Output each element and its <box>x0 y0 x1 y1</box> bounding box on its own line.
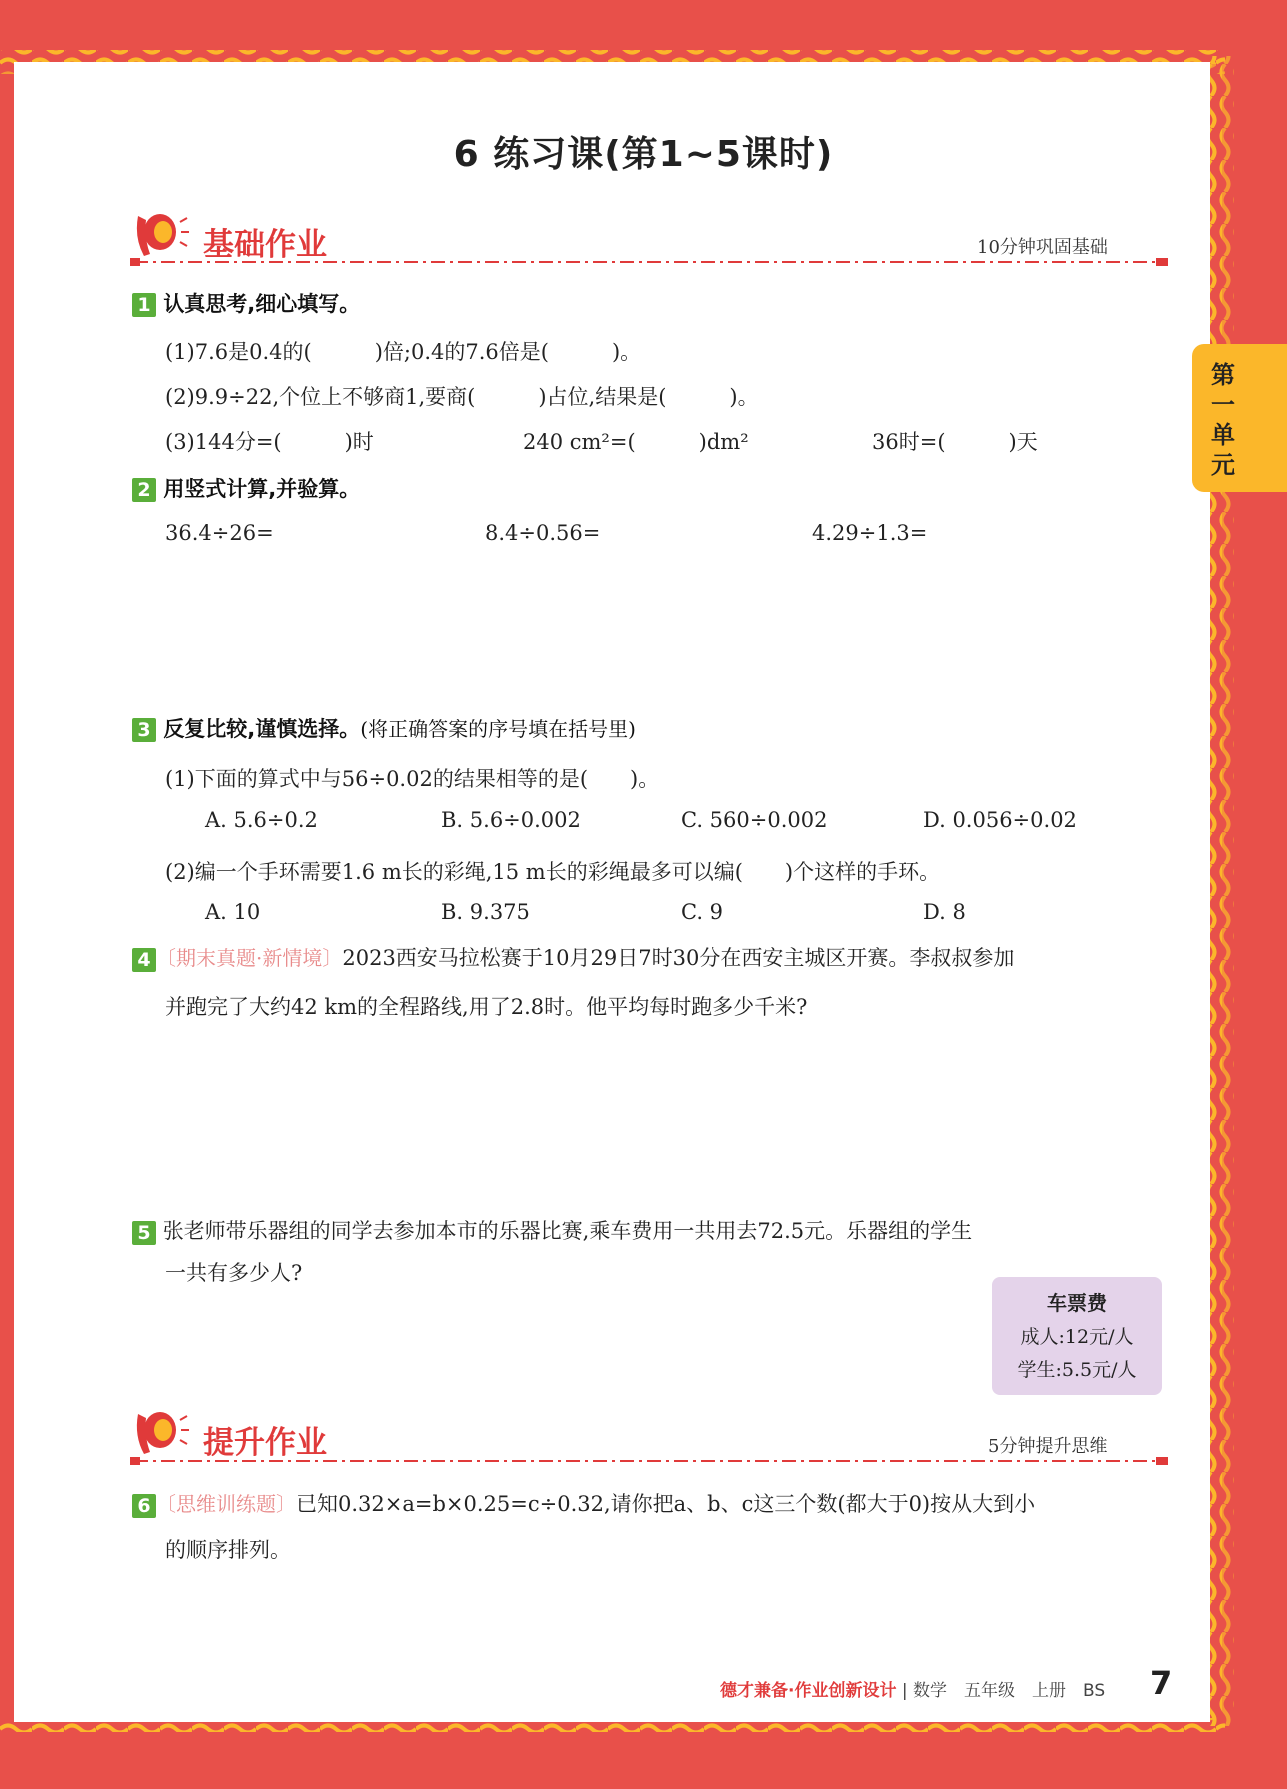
ticket-fare-adult: 成人:12元/人 <box>1020 1326 1134 1348</box>
question-5-text-1: 张老师带乐器组的同学去参加本市的乐器比赛,乘车费用一共用去72.5元。乐器组的学生 <box>162 1219 973 1243</box>
page-number: 7 <box>1150 1664 1173 1702</box>
footer-info <box>720 1676 1105 1701</box>
section-basic-title: 基础作业 <box>203 227 327 263</box>
question-2-number: 2 <box>132 478 156 502</box>
question-3-title: 反复比较,谨慎选择。 <box>163 717 361 741</box>
question-1-title: 认真思考,细心填写。 <box>163 292 361 316</box>
question-5-line-2: 一共有多少人? <box>165 1261 303 1285</box>
question-3-part-2: (2)编一个手环需要1.6 m长的彩绳,15 m长的彩绳最多可以编( )个这样的手环。 <box>165 860 941 884</box>
question-4-text-1: 2023西安马拉松赛于10月29日7时30分在西安主城区开赛。李叔叔参加 <box>342 946 1015 970</box>
section-advanced-note: 5分钟提升思维 <box>988 1436 1108 1457</box>
question-1-part-1: (1)7.6是0.4的( )倍;0.4的7.6倍是( )。 <box>165 340 642 364</box>
question-2-expression-1: 36.4÷26= <box>165 521 274 545</box>
section-advanced-title: 提升作业 <box>203 1425 327 1461</box>
question-4-number: 4 <box>132 948 156 972</box>
question-3-hint: (将正确答案的序号填在括号里) <box>360 717 636 741</box>
section-divider <box>130 1455 1170 1467</box>
question-5-line-1 <box>132 1215 972 1245</box>
section-divider <box>130 256 1170 268</box>
question-6-number: 6 <box>132 1494 156 1518</box>
question-3-part-1: (1)下面的算式中与56÷0.02的结果相等的是( )。 <box>165 767 660 791</box>
footer-brand: 德才兼备·作业创新设计 <box>720 1681 897 1701</box>
question-3-part-2-option-d: D. 8 <box>923 900 966 924</box>
section-basic-note: 10分钟巩固基础 <box>977 237 1108 258</box>
horn-icon <box>130 1406 190 1462</box>
question-6-tag: 〔思维训练题〕 <box>156 1492 296 1516</box>
question-2-expression-3: 4.29÷1.3= <box>812 521 928 545</box>
footer-book-info: | 数学 五年级 上册 BS <box>901 1681 1106 1701</box>
question-2-title: 用竖式计算,并验算。 <box>163 477 361 501</box>
question-1-part-2: (2)9.9÷22,个位上不够商1,要商( )占位,结果是( )。 <box>165 385 759 409</box>
ticket-fare-student: 学生:5.5元/人 <box>1017 1359 1137 1381</box>
question-6-line-1 <box>132 1488 1035 1518</box>
question-2-heading <box>132 473 360 503</box>
question-3-part-2-option-c: C. 9 <box>681 900 724 924</box>
question-3-part-1-option-b: B. 5.6÷0.002 <box>441 808 581 832</box>
question-1-heading <box>132 288 360 318</box>
question-4-tag: 〔期末真题·新情境〕 <box>156 946 343 970</box>
question-1-part-3c: 36时=( )天 <box>872 430 1038 454</box>
question-3-part-1-option-d: D. 0.056÷0.02 <box>923 808 1077 832</box>
page-title: 6 练习课(第1~5课时) <box>453 134 834 175</box>
question-6-text-1: 已知0.32×a=b×0.25=c÷0.32,请你把a、b、c这三个数(都大于0)按从大到小 <box>296 1492 1036 1516</box>
question-6-line-2: 的顺序排列。 <box>165 1538 291 1562</box>
question-3-number: 3 <box>132 718 156 742</box>
question-1-number: 1 <box>132 293 156 317</box>
question-5-number: 5 <box>132 1221 156 1245</box>
unit-side-tab-label: 第一单元 <box>1211 361 1235 479</box>
question-3-part-1-option-c: C. 560÷0.002 <box>681 808 828 832</box>
question-3-part-1-option-a: A. 5.6÷0.2 <box>205 808 318 832</box>
question-3-heading <box>132 713 636 743</box>
question-2-expression-2: 8.4÷0.56= <box>485 521 601 545</box>
question-4-line-2: 并跑完了大约42 km的全程路线,用了2.8时。他平均每时跑多少千米? <box>165 995 808 1019</box>
question-1-part-3a: (3)144分=( )时 <box>165 430 374 454</box>
ticket-fare-box <box>992 1277 1162 1395</box>
question-4-line-1 <box>132 942 1014 972</box>
question-3-part-2-option-b: B. 9.375 <box>441 900 530 924</box>
question-1-part-3b: 240 cm²=( )dm² <box>523 430 749 454</box>
ticket-fare-title: 车票费 <box>1047 1291 1107 1315</box>
question-3-part-2-option-a: A. 10 <box>205 900 261 924</box>
